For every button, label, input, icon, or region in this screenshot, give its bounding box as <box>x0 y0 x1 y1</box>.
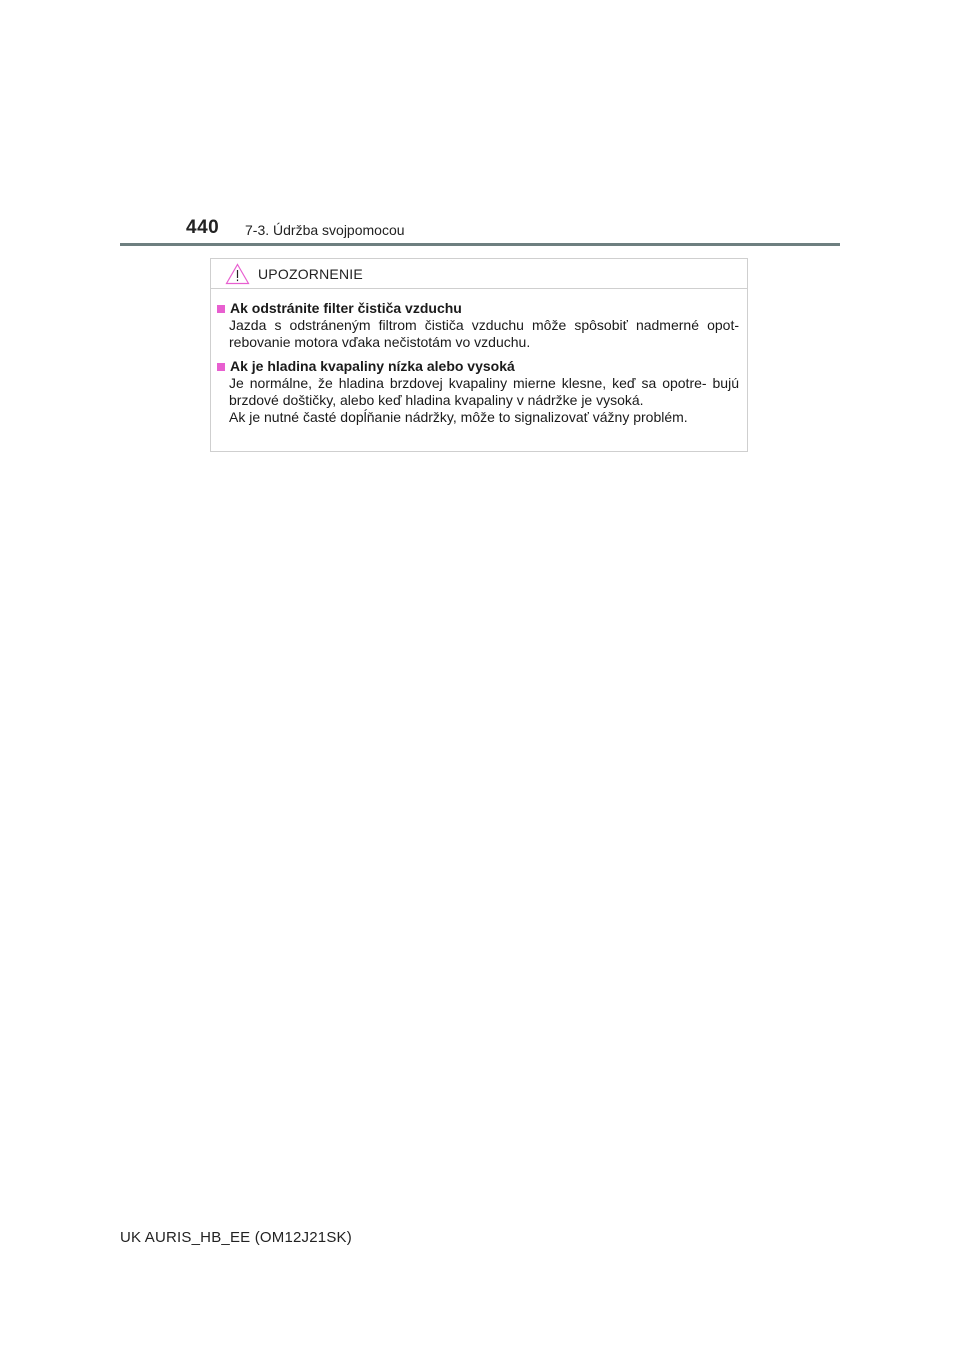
warning-header <box>211 259 747 289</box>
warning-item-heading-text: Ak je hladina kvapaliny nízka alebo vysoká <box>230 358 515 374</box>
warning-item-heading <box>217 358 739 375</box>
warning-item-paragraph: Ak je nutné časté dopĺňanie nádržky, môže to signalizovať vážny problém. <box>229 409 688 425</box>
warning-item-heading-text: Ak odstránite filter čističa vzduchu <box>230 300 462 316</box>
warning-box <box>210 258 748 452</box>
bullet-square-icon <box>217 305 225 313</box>
warning-item-brake-fluid <box>217 358 739 426</box>
page-number: 440 <box>186 217 220 238</box>
warning-item-paragraph: Jazda s odstráneným filtrom čističa vzduchu môže spôsobiť nadmerné opot- rebovanie motora vďaka nečistotám vo vzduchu. <box>229 317 739 350</box>
warning-item-text <box>229 317 739 351</box>
section-title: 7-3. Údržba svojpomocou <box>245 222 405 238</box>
header-divider <box>120 243 840 246</box>
warning-triangle-icon <box>225 263 250 285</box>
footer-document-id: UK AURIS_HB_EE (OM12J21SK) <box>120 1229 352 1246</box>
warning-item-text <box>229 375 739 426</box>
warning-body <box>211 289 747 426</box>
warning-item-air-filter <box>217 300 739 351</box>
bullet-square-icon <box>217 363 225 371</box>
warning-title: UPOZORNENIE <box>258 265 363 282</box>
warning-item-heading <box>217 300 739 317</box>
warning-item-paragraph: Je normálne, že hladina brzdovej kvapaliny mierne klesne, keď sa opotre- bujú brzdové doštičky, alebo keď hladina kvapaliny v nádržke je vysoká. <box>229 375 739 408</box>
